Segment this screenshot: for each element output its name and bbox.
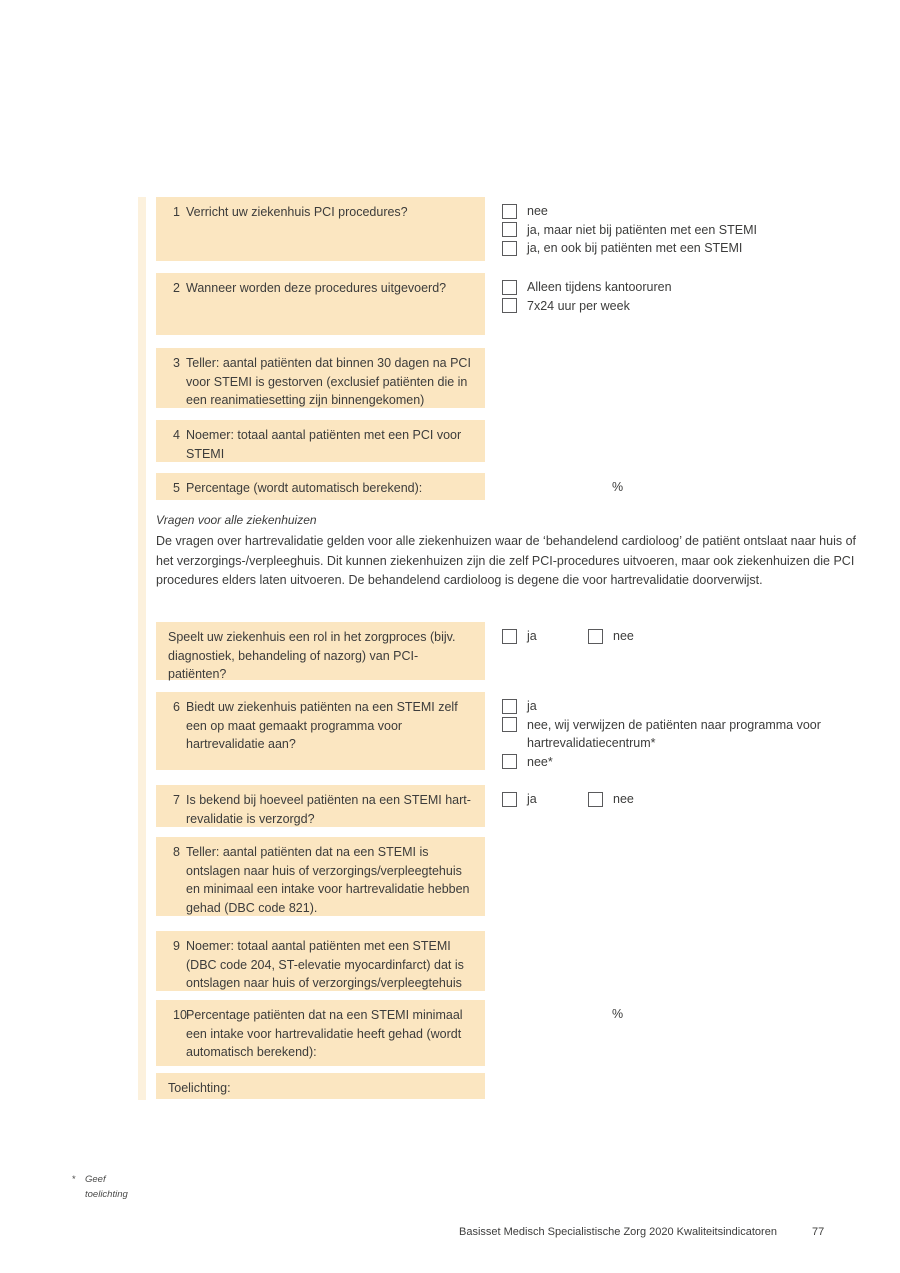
question-box-3 [156,348,485,408]
question-box-10 [156,1000,485,1066]
option-label: 7x24 uur per week [527,298,630,313]
option-row [502,627,874,646]
option-row [502,239,874,258]
question-box-9 [156,931,485,991]
option-label: ja [527,792,537,806]
section-accent-bar [138,197,146,1100]
intro-heading: Vragen voor alle ziekenhuizen [156,513,317,527]
question-text: Noemer: totaal aantal patiënten met een STEMI (DBC code 204, ST-elevatie myocardinfarct) dat is ontslagen naar huis of verzorgings/verpleegtehuis [186,939,464,990]
question-text: Teller: aantal patiënten dat binnen 30 dagen na PCI voor STEMI is gestorven (exclusief patiënten die in een reanimatiesetting zijn binnengekomen) [186,356,471,407]
option-row [502,278,874,297]
answer-options [502,697,874,771]
checkbox[interactable] [502,298,517,313]
option-row [502,297,874,316]
question-text: Percentage (wordt automatisch berekend): [186,481,423,495]
option-row [502,790,874,809]
checkbox[interactable] [588,792,603,807]
question-box-4 [156,420,485,462]
option-label: nee [613,629,634,643]
question-number: 3 [173,356,180,370]
question-text: Biedt uw ziekenhuis patiënten na een STEMI zelf een op maat gemaakt programma voor hartrevalidatie aan? [186,700,458,751]
answer-options [502,202,874,258]
option [502,221,757,240]
intro-body: De vragen over hartrevalidatie gelden voor alle ziekenhuizen waar de ‘behandelend cardioloog’ de patiënt ontslaat naar huis of het verzorgings-/verpleeghuis. Dit kunnen ziekenhuizen zijn die zelf PCI-procedures uitvoeren, maar ook ziekenhuizen die PCI procedures elders laten uitvoeren. De behandelend cardioloog is degene die voor hartrevalidatie doorverwijst. [156,534,856,587]
option-label: nee [527,204,548,218]
checkbox[interactable] [502,717,517,732]
footnote-marker: * [72,1174,76,1185]
question-number: 2 [173,281,180,295]
footnote [72,1172,128,1202]
option [502,697,537,716]
option-row [502,221,874,240]
question-box-1 [156,197,485,261]
intro-section [156,511,864,591]
question-text: Verricht uw ziekenhuis PCI procedures? [186,205,408,219]
option-label: nee* [527,754,553,769]
checkbox[interactable] [502,222,517,237]
question-number: 5 [173,481,180,495]
question-number: 7 [173,793,180,807]
option-label: Alleen tijdens kantooruren [527,280,672,294]
percent-sign: % [612,480,624,494]
question-box-6 [156,692,485,770]
checkbox[interactable] [502,204,517,219]
question-text: Teller: aantal patiënten dat na een STEMI is ontslagen naar huis of verzorgings/verpleegtehuis en minimaal een intake voor hartrevalidatie hebben gehad (DBC code 821). [186,845,470,915]
question-text: Toelichting: [168,1081,231,1095]
option-label: ja, maar niet bij patiënten met een STEMI [527,222,757,237]
checkbox[interactable] [502,241,517,256]
option-row [502,697,874,716]
option [502,202,548,221]
question-number: 1 [173,205,180,219]
checkbox[interactable] [502,629,517,644]
option [588,790,634,809]
option [502,627,588,646]
option [502,753,553,772]
option-label: ja [527,699,537,713]
page-number: 77 [812,1226,825,1238]
option-row [502,753,874,772]
question-number: 8 [173,845,180,859]
answer-options [502,790,874,809]
answer-options [502,278,874,315]
footnote-line1: Geef [85,1174,106,1185]
question-number: 6 [173,700,180,714]
option [502,716,823,753]
question-number: 4 [173,428,180,442]
checkbox[interactable] [502,280,517,295]
question-box-8 [156,837,485,916]
question-box-5 [156,473,485,500]
option [502,239,742,258]
option-label: nee, wij verwijzen de patiënten naar programma voor hartrevalidatiecentrum* [527,717,821,750]
option [588,627,634,646]
question-box-7 [156,785,485,827]
checkbox[interactable] [588,629,603,644]
option [502,790,588,809]
percent-sign: % [612,1007,624,1021]
option-label: ja [527,629,537,643]
option-row [502,716,874,753]
option [502,278,672,297]
question-text: Percentage patiënten dat na een STEMI minimaal een intake voor hartrevalidatie heeft gehad (wordt automatisch berekend): [186,1008,463,1059]
footnote-line2: toelichting [85,1189,128,1200]
footer-title: Basisset Medisch Specialistische Zorg 2020 Kwaliteitsindicatoren [459,1226,777,1238]
question-number: 9 [173,939,180,953]
option-row [502,202,874,221]
question-text: Noemer: totaal aantal patiënten met een PCI voor STEMI [186,428,462,461]
question-box-qa [156,622,485,680]
checkbox[interactable] [502,699,517,714]
checkbox[interactable] [502,792,517,807]
option-label: ja, en ook bij patiënten met een STEMI [527,241,743,255]
question-box-2 [156,273,485,335]
option-label: nee [613,792,634,806]
question-text: Wanneer worden deze procedures uitgevoerd? [186,281,447,295]
question-box-toelichting [156,1073,485,1099]
footnote-text [85,1172,128,1202]
question-text: Speelt uw ziekenhuis een rol in het zorgproces (bijv. diagnostiek, behandeling of nazorg) van PCI-patiënten? [168,630,456,681]
question-text: Is bekend bij hoeveel patiënten na een STEMI hart-revalidatie is verzorgd? [186,793,471,826]
checkbox[interactable] [502,754,517,769]
answer-options [502,627,874,646]
question-number: 10 [173,1008,187,1022]
option [502,297,630,316]
